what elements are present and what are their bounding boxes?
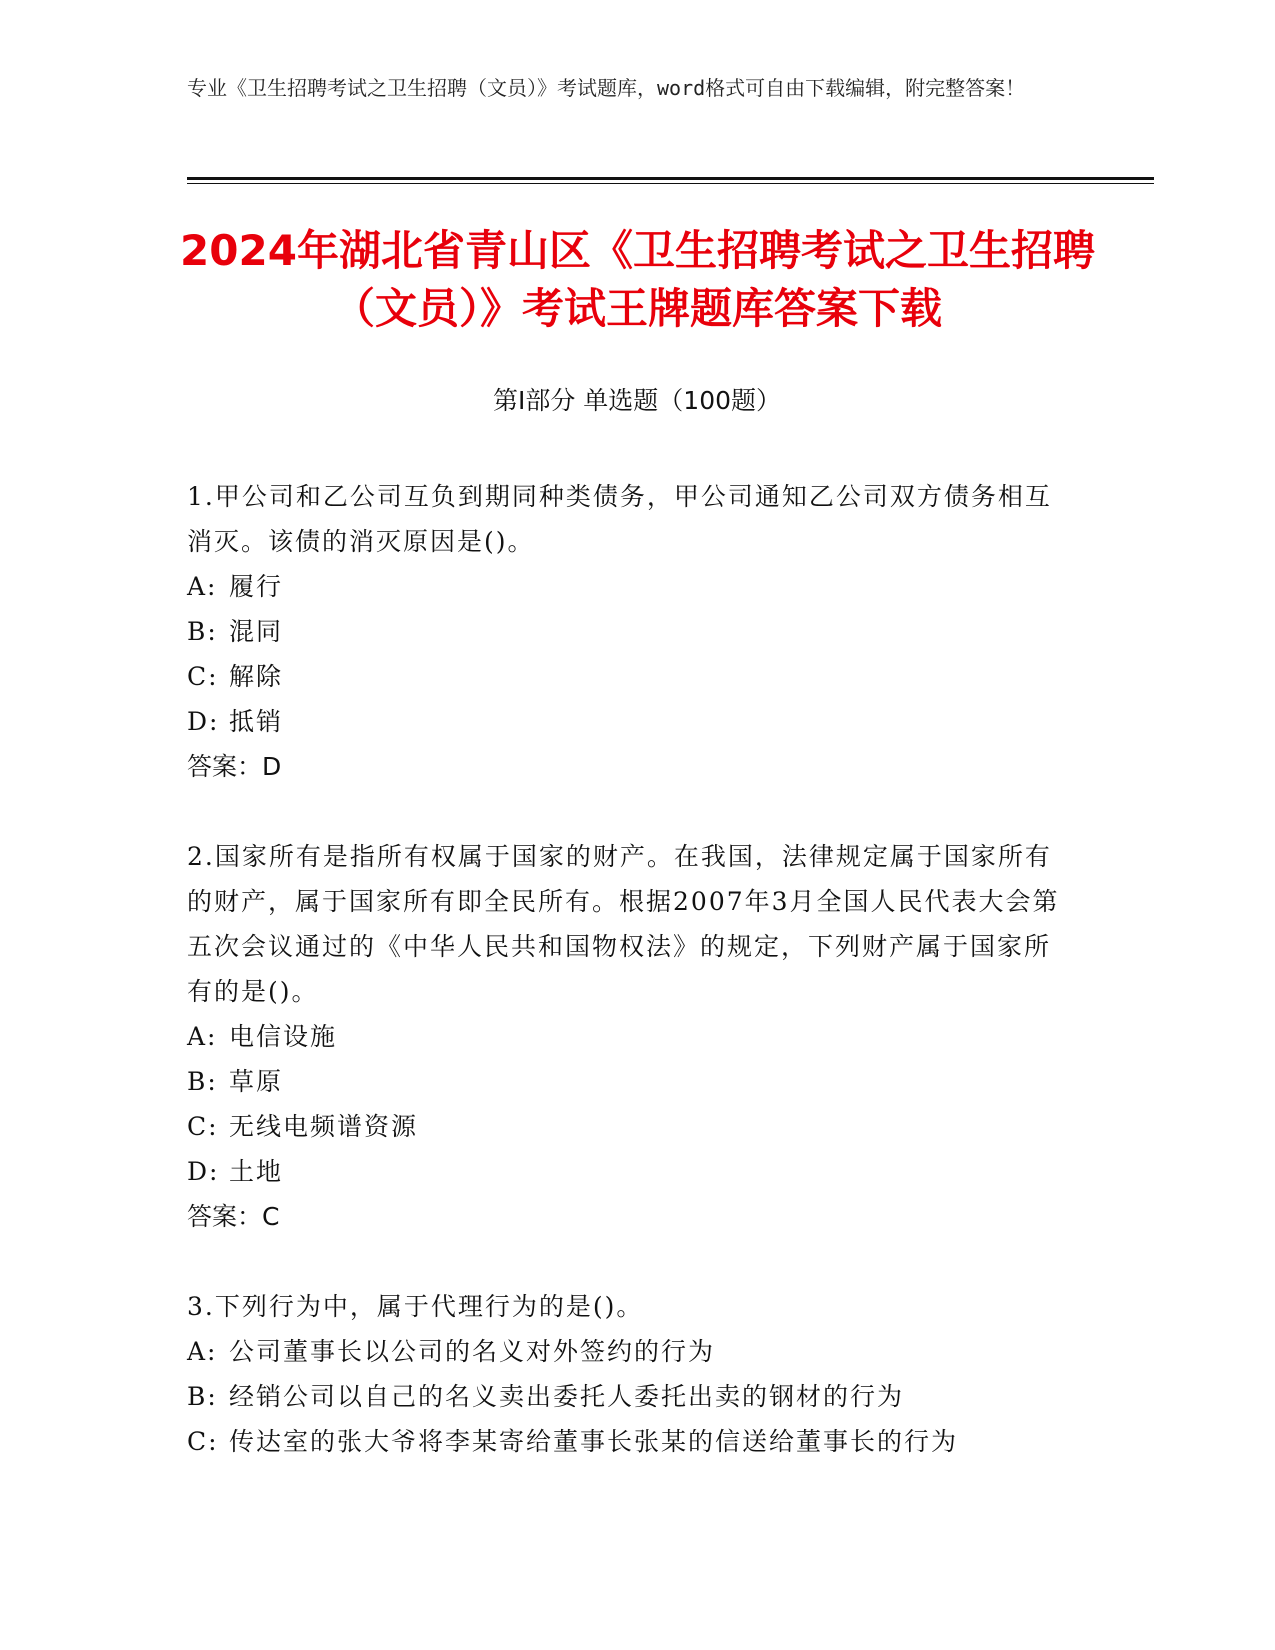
answer-option	[187, 1419, 1067, 1464]
option-text: 公司董事长以公司的名义对外签约的行为	[229, 1337, 716, 1366]
answer-option	[187, 609, 1067, 654]
answer-option	[187, 1329, 1067, 1374]
answer-option	[187, 699, 1067, 744]
option-text: 经销公司以自己的名义卖出委托人委托出卖的钢材的行为	[229, 1382, 905, 1411]
option-text: 无线电频谱资源	[229, 1112, 419, 1141]
option-text: 草原	[229, 1067, 284, 1096]
option-text: 传达室的张大爷将李某寄给董事长张某的信送给董事长的行为	[229, 1427, 959, 1456]
option-letter: B:	[187, 1067, 218, 1096]
answer-option	[187, 564, 1067, 609]
option-text: 解除	[229, 662, 284, 691]
document-title: 2024年湖北省青山区《卫生招聘考试之卫生招聘（文员）》考试王牌题库答案下载	[180, 226, 1095, 333]
option-letter: A:	[187, 572, 218, 601]
option-text: 履行	[229, 572, 284, 601]
section-heading: 第Ⅰ部分 单选题（100题）	[492, 386, 782, 415]
option-letter: A:	[187, 1337, 218, 1366]
option-letter: C:	[187, 1112, 219, 1141]
option-letter: B:	[187, 1382, 218, 1411]
answer-option	[187, 1104, 1067, 1149]
answer-key: 答案：D	[187, 752, 282, 781]
answer-option	[187, 1059, 1067, 1104]
question-block	[187, 1284, 1067, 1464]
option-letter: B:	[187, 617, 218, 646]
answer-option	[187, 1149, 1067, 1194]
question-stem: 2.国家所有是指所有权属于国家的财产。在我国，法律规定属于国家所有的财产，属于国家所有即全民所有。根据2007年3月全国人民代表大会第五次会议通过的《中华人民共和国物权法》的规定，下列财产属于国家所有的是()。	[187, 842, 1060, 1006]
answer-option	[187, 1374, 1067, 1419]
question-block	[187, 474, 1067, 789]
option-text: 抵销	[229, 707, 284, 736]
option-text: 电信设施	[229, 1022, 338, 1051]
question-block	[187, 834, 1067, 1239]
question-stem: 3.下列行为中，属于代理行为的是()。	[187, 1292, 644, 1321]
answer-option	[187, 1014, 1067, 1059]
question-stem: 1.甲公司和乙公司互负到期同种类债务，甲公司通知乙公司双方债务相互消灭。该债的消灭原因是()。	[187, 482, 1052, 556]
question-list	[187, 474, 1067, 1509]
header-note: 专业《卫生招聘考试之卫生招聘（文员）》考试题库，word格式可自由下载编辑，附完整答案！	[187, 76, 1026, 100]
option-text: 混同	[229, 617, 284, 646]
option-text: 土地	[229, 1157, 284, 1186]
answer-option	[187, 654, 1067, 699]
option-letter: A:	[187, 1022, 218, 1051]
option-letter: D:	[187, 707, 220, 736]
option-letter: C:	[187, 1427, 219, 1456]
answer-key: 答案：C	[187, 1202, 280, 1231]
header-rule-thin	[187, 183, 1154, 184]
header-rule-thick	[187, 177, 1154, 180]
option-letter: D:	[187, 1157, 220, 1186]
option-letter: C:	[187, 662, 219, 691]
